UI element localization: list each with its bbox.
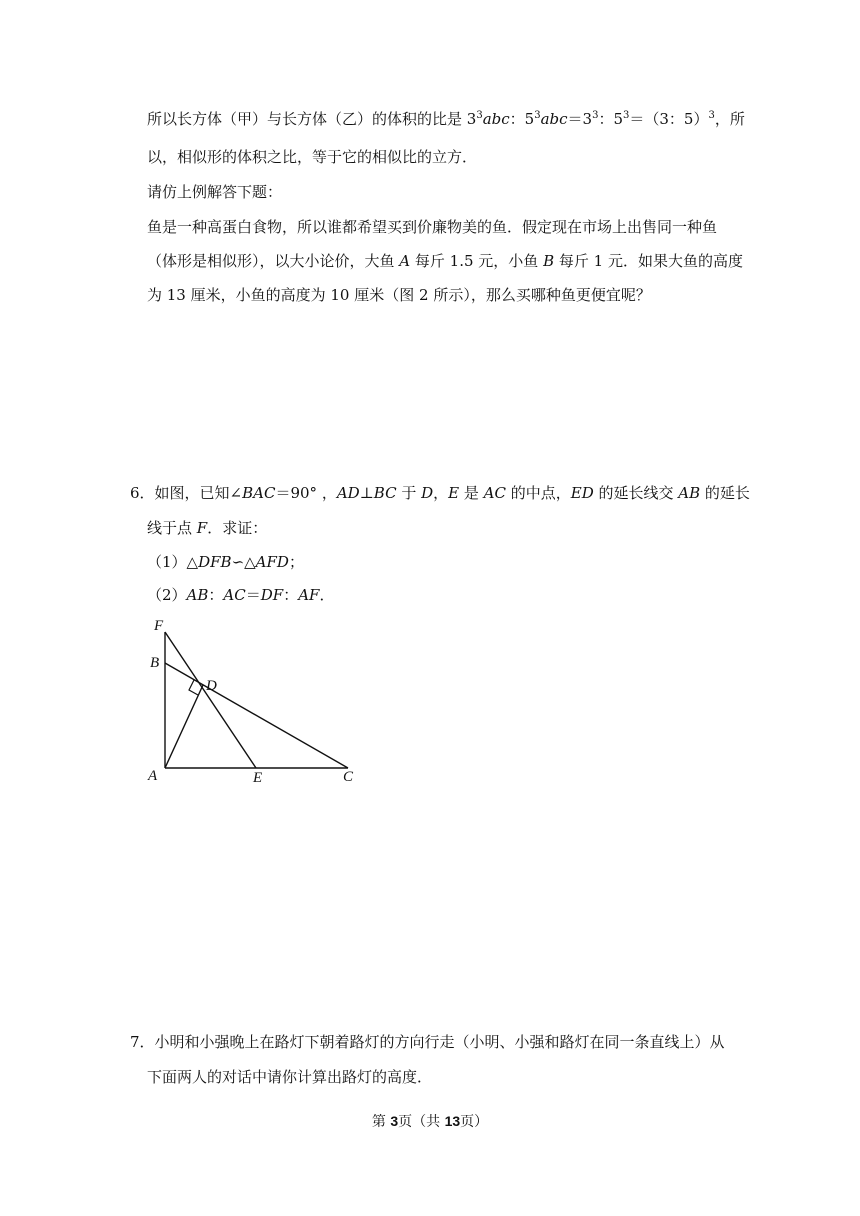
text-run: 的中点， bbox=[505, 484, 571, 502]
variable: D bbox=[421, 484, 434, 502]
variable: F bbox=[196, 519, 208, 537]
footer-text: 页） bbox=[460, 1114, 489, 1130]
q7-line-1 bbox=[130, 1032, 725, 1052]
variable: BC bbox=[373, 484, 397, 502]
text-run: （体形是相似形），以大小论价，大鱼 bbox=[147, 252, 400, 270]
triangle-figure bbox=[140, 612, 370, 792]
text-run: ．求证： bbox=[207, 519, 268, 537]
text-run: ； bbox=[288, 553, 304, 571]
text-run: （1）△ bbox=[147, 553, 199, 571]
q6-part-1 bbox=[147, 552, 304, 572]
superscript: 3 bbox=[708, 110, 715, 121]
example-prompt: 请仿上例解答下题： bbox=[147, 183, 283, 201]
variable: BAC bbox=[242, 484, 276, 502]
variable: abc bbox=[482, 110, 510, 128]
superscript: 3 bbox=[534, 110, 541, 121]
text-run: ∽△ bbox=[231, 553, 256, 571]
label-F: F bbox=[154, 618, 164, 634]
variable: AC bbox=[223, 586, 246, 604]
superscript: 3 bbox=[476, 110, 483, 121]
question-number: 7． bbox=[130, 1033, 155, 1051]
superscript: 3 bbox=[592, 110, 599, 121]
right-angle-mark bbox=[189, 680, 198, 695]
example-line-1 bbox=[147, 109, 745, 129]
text-run: 每斤 1.5 元，小鱼 bbox=[410, 252, 544, 270]
variable: AB bbox=[186, 586, 209, 604]
variable: E bbox=[448, 484, 460, 502]
label-A: A bbox=[148, 768, 158, 784]
variable: B bbox=[543, 252, 555, 270]
example-line-5 bbox=[147, 251, 743, 271]
variable: AFD bbox=[255, 553, 289, 571]
variable: ED bbox=[570, 484, 594, 502]
variable: DF bbox=[260, 586, 284, 604]
line-AD bbox=[165, 685, 203, 768]
text-run: 小明和小强晚上在路灯下朝着路灯的方向行走（小明、小强和路灯在同一条直线上）从 bbox=[154, 1033, 725, 1051]
page-footer bbox=[0, 1111, 860, 1131]
text-run: ＝ bbox=[245, 586, 261, 604]
text-run: ：5 bbox=[598, 110, 623, 128]
variable: AD bbox=[336, 484, 360, 502]
example-line-6: 为 13 厘米，小鱼的高度为 10 厘米（图 2 所示），那么买哪种鱼更便宜呢？ bbox=[147, 286, 651, 304]
text-run: ＝90° ， bbox=[275, 484, 337, 502]
q7-line-2: 下面两人的对话中请你计算出路灯的高度． bbox=[147, 1068, 433, 1086]
page-total: 13 bbox=[444, 1113, 461, 1129]
text-run: 如图，已知∠ bbox=[154, 484, 243, 502]
text-run: ， bbox=[433, 484, 449, 502]
variable: AB bbox=[678, 484, 701, 502]
variable: AC bbox=[483, 484, 506, 502]
text-run: ，所 bbox=[714, 110, 745, 128]
text-run: 的延长 bbox=[700, 484, 750, 502]
text-run: 每斤 1 元．如果大鱼的高度 bbox=[554, 252, 743, 270]
variable: A bbox=[399, 252, 411, 270]
text-run: 所以长方体（甲）与长方体（乙）的体积的比是 3 bbox=[147, 110, 477, 128]
text-run: ． bbox=[319, 586, 335, 604]
text-run: ⊥ bbox=[359, 484, 374, 502]
variable: AF bbox=[298, 586, 320, 604]
q6-line-2 bbox=[147, 518, 267, 538]
footer-text: 第 bbox=[371, 1114, 391, 1130]
label-B: B bbox=[150, 655, 160, 671]
text-run: ： bbox=[208, 586, 224, 604]
text-run: ＝（3：5） bbox=[629, 110, 709, 128]
text-run: 是 bbox=[459, 484, 484, 502]
superscript: 3 bbox=[623, 110, 630, 121]
text-run: ： bbox=[283, 586, 299, 604]
q6-line-1 bbox=[130, 483, 750, 503]
q6-part-2 bbox=[147, 585, 334, 605]
text-run: 的延长线交 bbox=[593, 484, 679, 502]
page-number: 3 bbox=[390, 1113, 399, 1129]
label-C: C bbox=[343, 769, 354, 785]
line-BC bbox=[165, 663, 348, 768]
example-line-4: 鱼是一种高蛋白食物，所以谁都希望买到价廉物美的鱼．假定现在市场上出售同一种鱼 bbox=[147, 218, 718, 236]
label-E: E bbox=[253, 770, 263, 786]
line-FE bbox=[165, 632, 256, 768]
text-run: ：5 bbox=[509, 110, 535, 128]
variable: abc bbox=[540, 110, 568, 128]
footer-text: 页（共 bbox=[398, 1114, 445, 1130]
text-run: （2） bbox=[147, 586, 187, 604]
text-run: ＝3 bbox=[567, 110, 593, 128]
text-run: 于 bbox=[396, 484, 422, 502]
variable: DFB bbox=[198, 553, 232, 571]
question-number: 6． bbox=[130, 484, 155, 502]
label-D: D bbox=[206, 678, 217, 694]
text-run: 线于点 bbox=[147, 519, 197, 537]
example-line-2: 以，相似形的体积之比，等于它的相似比的立方． bbox=[147, 148, 478, 166]
